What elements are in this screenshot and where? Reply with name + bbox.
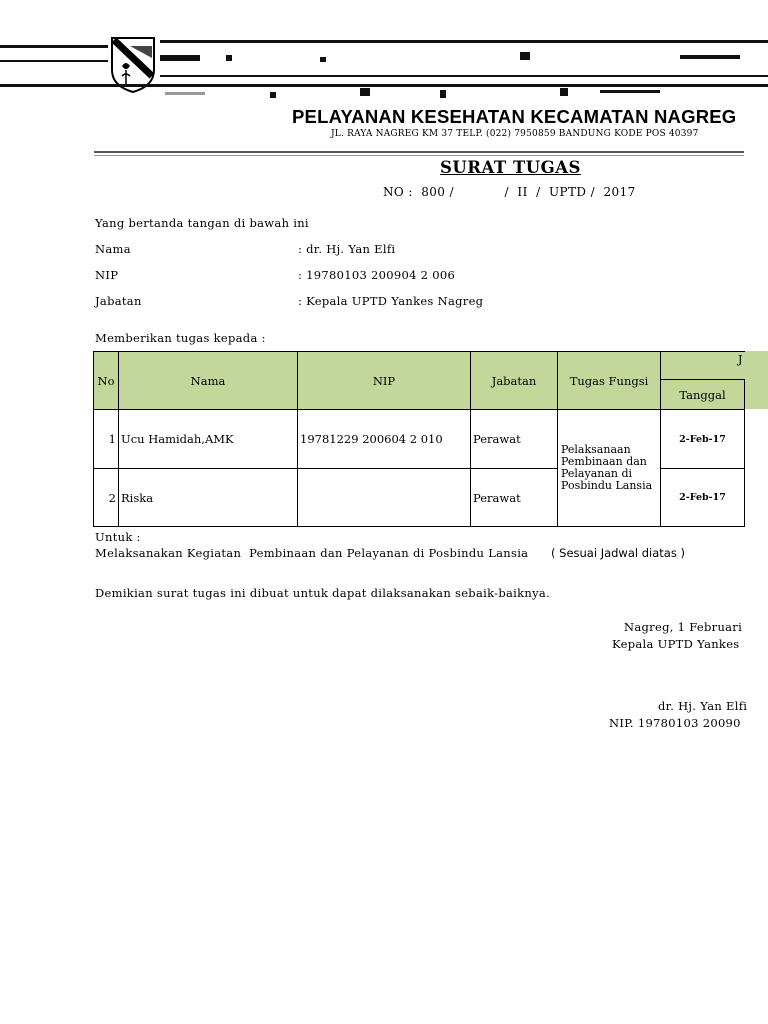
table-row bbox=[94, 410, 745, 469]
field-value-jabatan: : Kepala UPTD Yankes Nagreg bbox=[298, 294, 484, 308]
header-nama: Nama bbox=[119, 352, 298, 410]
header-jabatan: Jabatan bbox=[471, 352, 558, 410]
organization-address: JL. RAYA NAGREG KM 37 TELP. (022) 7950859 BANDUNG KODE POS 40397 bbox=[331, 129, 699, 139]
closing-text: Demikian surat tugas ini dibuat untuk dapat dilaksanakan sebaik-baiknya. bbox=[95, 586, 551, 600]
purpose-label: Untuk : bbox=[95, 530, 141, 544]
purpose-note: ( Sesuai Jadwal diatas ) bbox=[551, 546, 685, 560]
field-value-nip: : 19780103 200904 2 006 bbox=[298, 268, 456, 282]
assignment-intro: Memberikan tugas kepada : bbox=[95, 331, 266, 345]
assignment-table bbox=[93, 351, 745, 527]
signature-place-date: Nagreg, 1 Februari bbox=[624, 620, 743, 634]
field-label-nama: Nama bbox=[95, 242, 131, 256]
row-jabatan: Perawat bbox=[471, 469, 558, 527]
row-nip bbox=[298, 469, 471, 527]
document-title: SURAT TUGAS bbox=[440, 158, 581, 177]
field-value-nama: : dr. Hj. Yan Elfi bbox=[298, 242, 396, 256]
signatory-intro: Yang bertanda tangan di bawah ini bbox=[95, 216, 309, 230]
field-label-jabatan: Jabatan bbox=[95, 294, 142, 308]
header-tugas-fungsi: Tugas Fungsi bbox=[558, 352, 661, 410]
header-nip: NIP bbox=[298, 352, 471, 410]
document-number: NO : 800 / / II / UPTD / 2017 bbox=[383, 185, 636, 199]
tugas-fungsi-cell: Pelaksanaan Pembinaan dan Pelayanan di Posbindu Lansia bbox=[558, 410, 661, 527]
schedule-header-extension bbox=[744, 351, 768, 409]
organization-title: PELAYANAN KESEHATAN KECAMATAN NAGREG bbox=[292, 106, 737, 127]
signature-nip: NIP. 19780103 20090 bbox=[609, 716, 741, 730]
row-jabatan: Perawat bbox=[471, 410, 558, 469]
row-no: 1 bbox=[94, 410, 119, 469]
header-divider-thin bbox=[94, 155, 744, 156]
header-divider bbox=[94, 151, 744, 153]
field-label-nip: NIP bbox=[95, 268, 119, 282]
signature-position: Kepala UPTD Yankes bbox=[612, 637, 740, 651]
row-tanggal: 2-Feb-17 bbox=[661, 469, 745, 527]
row-nama: Riska bbox=[119, 469, 298, 527]
header-no: No bbox=[94, 352, 119, 410]
row-nip: 19781229 200604 2 010 bbox=[298, 410, 471, 469]
purpose-text: Melaksanakan Kegiatan Pembinaan dan Pelayanan di Posbindu Lansia bbox=[95, 546, 529, 560]
row-tanggal: 2-Feb-17 bbox=[661, 410, 745, 469]
header-jadwal: J bbox=[661, 352, 745, 380]
table-header-row bbox=[94, 352, 745, 380]
signature-name: dr. Hj. Yan Elfi bbox=[658, 699, 748, 713]
row-nama: Ucu Hamidah,AMK bbox=[119, 410, 298, 469]
header-tanggal: Tanggal bbox=[661, 380, 745, 410]
row-no: 2 bbox=[94, 469, 119, 527]
